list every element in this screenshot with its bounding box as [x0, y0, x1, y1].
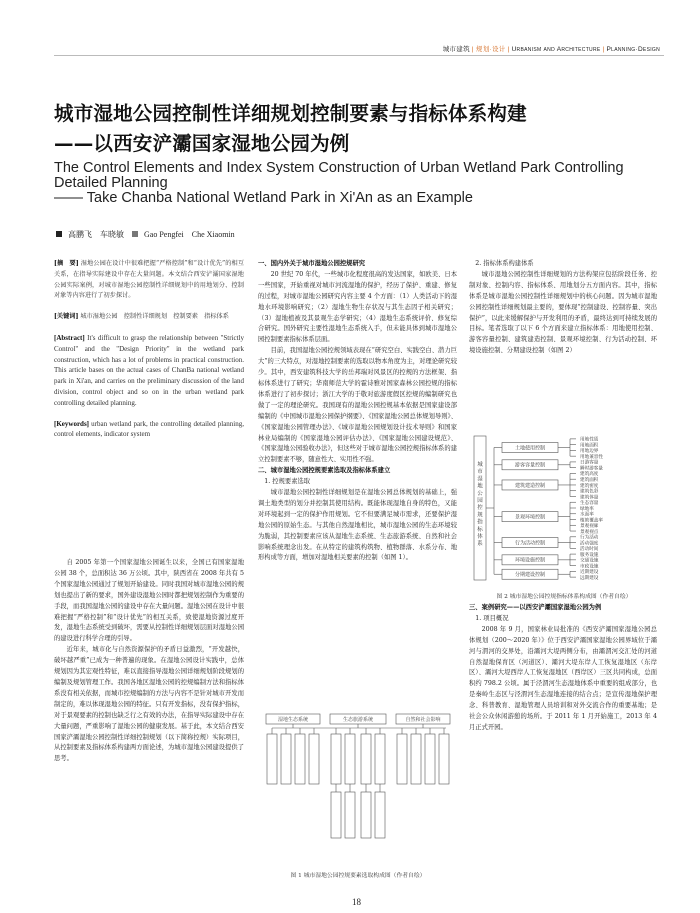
figure-2-item-label: 近期建设 [580, 570, 599, 576]
figure-2-item-label: 日游客量 [580, 460, 599, 466]
page-number: 18 [352, 897, 361, 907]
section-2-2-paragraph: 城市湿地公园控制性详细规划的方法构架应包括阶段任务、控制对象、控制内容、指标体系、用地划分五方面内容。其中，指标体系是城市湿地公园控制性详细规划中的核心问题。因为城市湿地公园控制性详细规划最主要的，要体现“控制建设、控制容量、突出保护”，以此来缓解保护与开发利用的矛盾，最终达到可持续发展的目标。笔者选取了以下 6 个方面来建立指标体系：用地使用控制、游客容量控制、建筑建造控制、景观环境控制、行为活动控制、环境设施控制、分期建设控制（如图 2） [469, 270, 657, 355]
figure-2-group-label: 游客容量控制 [514, 462, 546, 469]
figure-2-root-label: 城市湿地公园控规指标体系 [477, 462, 483, 548]
section-2-2-heading: 2. 指标体系构建体系 [475, 260, 534, 267]
author-marker-en [132, 231, 138, 237]
intro-paragraph-2: 近年来，城市化与自然资源保护的矛盾日益激烈，“开发越快，破坏越严重”已成为一种普遍的现象。在湿地公园设计实践中，总体规划因为其宏观性特征，难以直接指导湿地公园详细规划阶段规划的编制及规划管理工作。我国各地区湿地公园的控规编制方法和指标体系没有相关依据，而城市控规编制的方法与内容不是针对城市开发而制定的，难以体现湿地公园的特征。只有开发指标，没有保护指标，对于景观要素的控制也缺乏行之有效的办法，在指导实际建设中存在大量问题，严重影响了湿地公园的健康发展。基于此，本文结合西安国家浐灞湿地公园控制性详细控制规划（以下简称控规）实际项目，从控制要素及指标体系构建两方面论述，为城市湿地公园建设提供了思考。 [54, 646, 244, 763]
abstract-block [54, 259, 244, 440]
title-cn-line1: 城市湿地公园控制性详细规划控制要素与指标体系构建 [54, 102, 527, 125]
intro-column [54, 558, 244, 878]
figure-1-top-label-3: 自然和社会影响 [405, 717, 441, 723]
figure-2-item-label: 建筑高度 [580, 472, 599, 478]
authors-en: Gao Pengfei Che Xiaomin [144, 230, 235, 239]
right-column-top [469, 259, 657, 421]
figure-2-item-label: 用地兼容性 [580, 454, 603, 460]
figure-2-item-label: 建筑密度 [580, 483, 599, 489]
header-sub: 规划·设计 [475, 46, 506, 53]
keywords-cn [54, 312, 244, 323]
authors [56, 229, 235, 241]
figure-2-item-label: 建筑色彩 [580, 489, 599, 495]
figure-2-item-label: 活动时间 [580, 547, 599, 553]
section-1-paragraph-1: 20 世纪 70 年代，一些城市化程度很高的发达国家，如欧美、日本一些国家，开始重视对城市河流湿地的保护，经历了保护、重建、修复的过程，对城市湿地公园研究内容主要 4 个方面：（1）人类活动下的湿地水环境影响研究；（2）湿地生物生存状况与其生态因子相关研究；（3）湿地植被及其景观生态学研究；（4）湿地生态系统评价、修复综合研究。国外研究主要性湿地生态系统入手，但未能具体到城市湿地公园控制要素指标体系层面。 [258, 270, 457, 344]
figure-1-top-label-1: 湿地生态系统 [277, 717, 309, 723]
author-cn-2: 车晓敏 [100, 230, 124, 239]
figure-2-item-label: 建筑体量 [580, 495, 599, 501]
section-3-1-heading: 1. 项目概况 [475, 614, 509, 622]
figure-2-item-label: 远期建设 [580, 575, 599, 581]
header-en-sub: Planning·Design [606, 46, 660, 53]
figure-2-item-label: 生态容量 [580, 501, 599, 507]
figure-2-item-label: 行为活动 [580, 535, 599, 541]
figure-1-caption: 图 1 城市湿地公园控规要素选取构成图（作者自绘） [290, 873, 426, 879]
figure-2-item-label: 交通设施 [580, 558, 599, 564]
header-divider [54, 55, 664, 56]
figure-2-item-label: 用地性质 [580, 437, 599, 443]
figure-2-item-label: 瞬时游客量 [580, 466, 603, 472]
figure-1-top-label-2: 生态旅游系统 [342, 717, 374, 723]
figure-2-item-label: 景观视廊 [580, 524, 599, 530]
intro-paragraph-1: 自 2005 年第一个国家湿地公园诞生以来，全国已有国家湿地公园 38 个，总面积达 36 万公顷。其中，陕西省在 2008 年共有 5 个国家湿地公园通过了规划开始建设。同时我国对城市湿地公园的规划也提出了新的要求，国外建设湿地公园时都把规划控制作为重要的手段，而我国湿地公园的建设中存在大量问题。湿地公园在设计中很难把握“严格控制”和“设计优先”的相互关系，致使湿地资源过度开发，湿地生态系统受到破坏，需要从控制性详细规划层面对湿地公园的建设进行科学合理的引导。 [54, 559, 244, 643]
figure-2-caption: 图 2 城市湿地公园控规指标体系构成图（作者自绘） [496, 594, 632, 600]
figure-2-item-label: 活动强度 [580, 541, 599, 547]
figure-2-item-label: 景观视点 [580, 529, 599, 535]
abstract-cn-text: 湿地公园在设计中很难把握“严格控制”和“设计优先”的相互关系，在指导实际建设中存在大量问题。本文结合西安浐灞国家湿地公园实际案例，对城市湿地公园控制性详细规划中的用地划分、控制对象等内容进行了初步探讨。 [54, 260, 245, 300]
figure-2-item-label: 水面率 [580, 512, 594, 518]
section-2-1-heading: 1. 控规要素选取 [264, 478, 311, 486]
keywords-en-text: urban wetland park, the controlling detailed planning, control elements, indicator system [54, 419, 244, 439]
abstract-cn-label: [摘 要] [54, 260, 79, 267]
figure-2-group-label: 景观环境控制 [514, 514, 546, 521]
running-header: 城市建筑 | 规划·设计 | Urbanism and Architecture | Planning·Design [442, 46, 660, 53]
figure-2-item-label: 市政设施 [580, 564, 599, 570]
figure-2-item-label: 植被覆盖率 [580, 518, 603, 524]
header-en: Urbanism and Architecture [511, 46, 601, 53]
abstract-en-label: [Abstract] [54, 333, 85, 342]
figure-2-group-label: 环境设施控制 [514, 557, 546, 564]
keywords-cn-text: 城市湿地公园 控制性详细规划 控制要素 指标体系 [80, 313, 229, 321]
author-cn-1: 高鹏飞 [68, 230, 92, 239]
figure-2-item-label: 绿地率 [580, 506, 594, 512]
figure-2-group-label: 行为活动控制 [514, 540, 546, 547]
section-1-paragraph-2: 目前，我国湿地公园控规领域表现在“研究空白、实践空白、潜力巨大”的三大特点，对湿地控制要素的选取以物本角度为主，对理论研究较少。其中，西安建筑科技大学的岳邦瑞对风景区的控规的方法框架、指标体系进行了研究；华南师范大学的霍诗雅对国家森林公园控规的指标体系进行了初步探讨；浙江大学的于敬对旅游度假区控规的编制研究也做了一定的理论研究。我国现有的湿地公园控规基本依据是国家建设部编制的《中国城市湿地公园保护纲要》、《国家湿地公园总体规划导则》、《国家湿地公园管理办法》、《城市湿地公园规划设计技术导则》和国家林业局编制的《国家湿地公园评估办法》、《国家湿地公园建设规范》、《国家湿地公园验收办法》，但这些对于城市湿地公园控规指标体系的建立控制要素不够，随意性大、实用性不强。 [258, 347, 457, 464]
author-marker [56, 231, 62, 237]
title-cn-line2: ——以西安浐灞国家湿地公园为例 [54, 132, 350, 155]
keywords-en [54, 419, 244, 441]
figure-2-group-label: 建筑建造控制 [514, 482, 546, 489]
figure-2-item-label: 用地面积 [580, 443, 599, 449]
middle-column [258, 259, 457, 710]
figure-1-diagram [262, 712, 454, 864]
title-en-line3: —— Take Chanba National Wetland Park in Xi'An as an Example [54, 190, 473, 206]
header-cn: 城市建筑 [442, 46, 470, 53]
section-1-heading: 一、国内外关于城市湿地公园控规研究 [258, 260, 366, 267]
keywords-cn-label: [关键词] [54, 313, 79, 321]
figure-2-group-label: 土地使用控制 [514, 445, 546, 452]
abstract-en [54, 333, 244, 409]
figure-2-item-label: 服务设施 [580, 552, 599, 558]
section-3-1-paragraph: 2008 年 9 月，国家林业局批准的《西安浐灞国家湿地公园总体规划（200～2020 年）》位于西安浐灞国家湿地公园界域位于灞河与渭河的交界处，沿灞河大堤两侧分布，由灞渭河交汇处的河道自然湿地保育区（河道区）、灞河大堤东岸人工恢复湿地区（东岸区）、灞河大堤西岸人工恢复湿地区（西岸区）三区共同构成，总面积约 798.2 公顷。属于泾渭河生态湿地体系中重要的组成部分，也是秦岭生态区与泾渭河生态湿地连接的结合点；是宣传湿地保护理念、科普教育、湿地管理人员培训和对外交流合作的重要基地；是社会公众休闲游憩的场所。于 2011 年 1 月开始施工，2013 年 4 月正式开园。 [469, 625, 657, 731]
keywords-en-label: [Keywords] [54, 419, 89, 428]
figure-2-diagram [472, 434, 658, 582]
figure-2-item-label: 建筑面积 [580, 478, 599, 483]
right-column-bottom [469, 603, 657, 875]
abstract-en-text: It's difficult to grasp the relationship between "Strictly Control" and the "Design Priority" in the wetland park construction, which has a lot of problems in practical construction. This article bases on the actual cases of ChanBa national wetland park in Xi'an, and carries on the preliminary discussion of the land division, control object and so on in the urban wetland park controlling detailed planning. [54, 333, 244, 407]
title-en-line1: The Control Elements and Index System Construction of Urban Wetland Park Controlling [54, 160, 624, 176]
figure-2-group-label: 分期建设控制 [514, 572, 546, 579]
section-2-1-paragraph: 城市湿地公园控制性详细规划是在湿地公园总体规划的基础上，强调土地类型的划分并控制其使用结构。既能体现湿地自身的特色，又能对环境起到一定的保护作用规划。它不但要满足城市需求，还要保护湿地公园的原始生态。与其他自然湿地相比，城市湿地公园的生态环境较为脆弱，其控制要素应该从湿地生态系统、生态旅游系统、自然和社会影响系统理念出发。在从特定的建筑构筑物、植物群落、水系分布、地形构成等方面，增加对湿地相关要素的控制（如图 1）。 [258, 489, 457, 562]
figure-2-item-label: 用地边界 [580, 449, 599, 455]
section-3-heading: 三、案例研究——以西安浐灞国家湿地公园为例 [469, 604, 602, 611]
abstract-cn [54, 259, 244, 302]
section-2-heading: 二、城市湿地公园控规要素选取及指标体系建立 [258, 467, 391, 475]
title-en-line2: Detailed Planning [54, 175, 168, 191]
